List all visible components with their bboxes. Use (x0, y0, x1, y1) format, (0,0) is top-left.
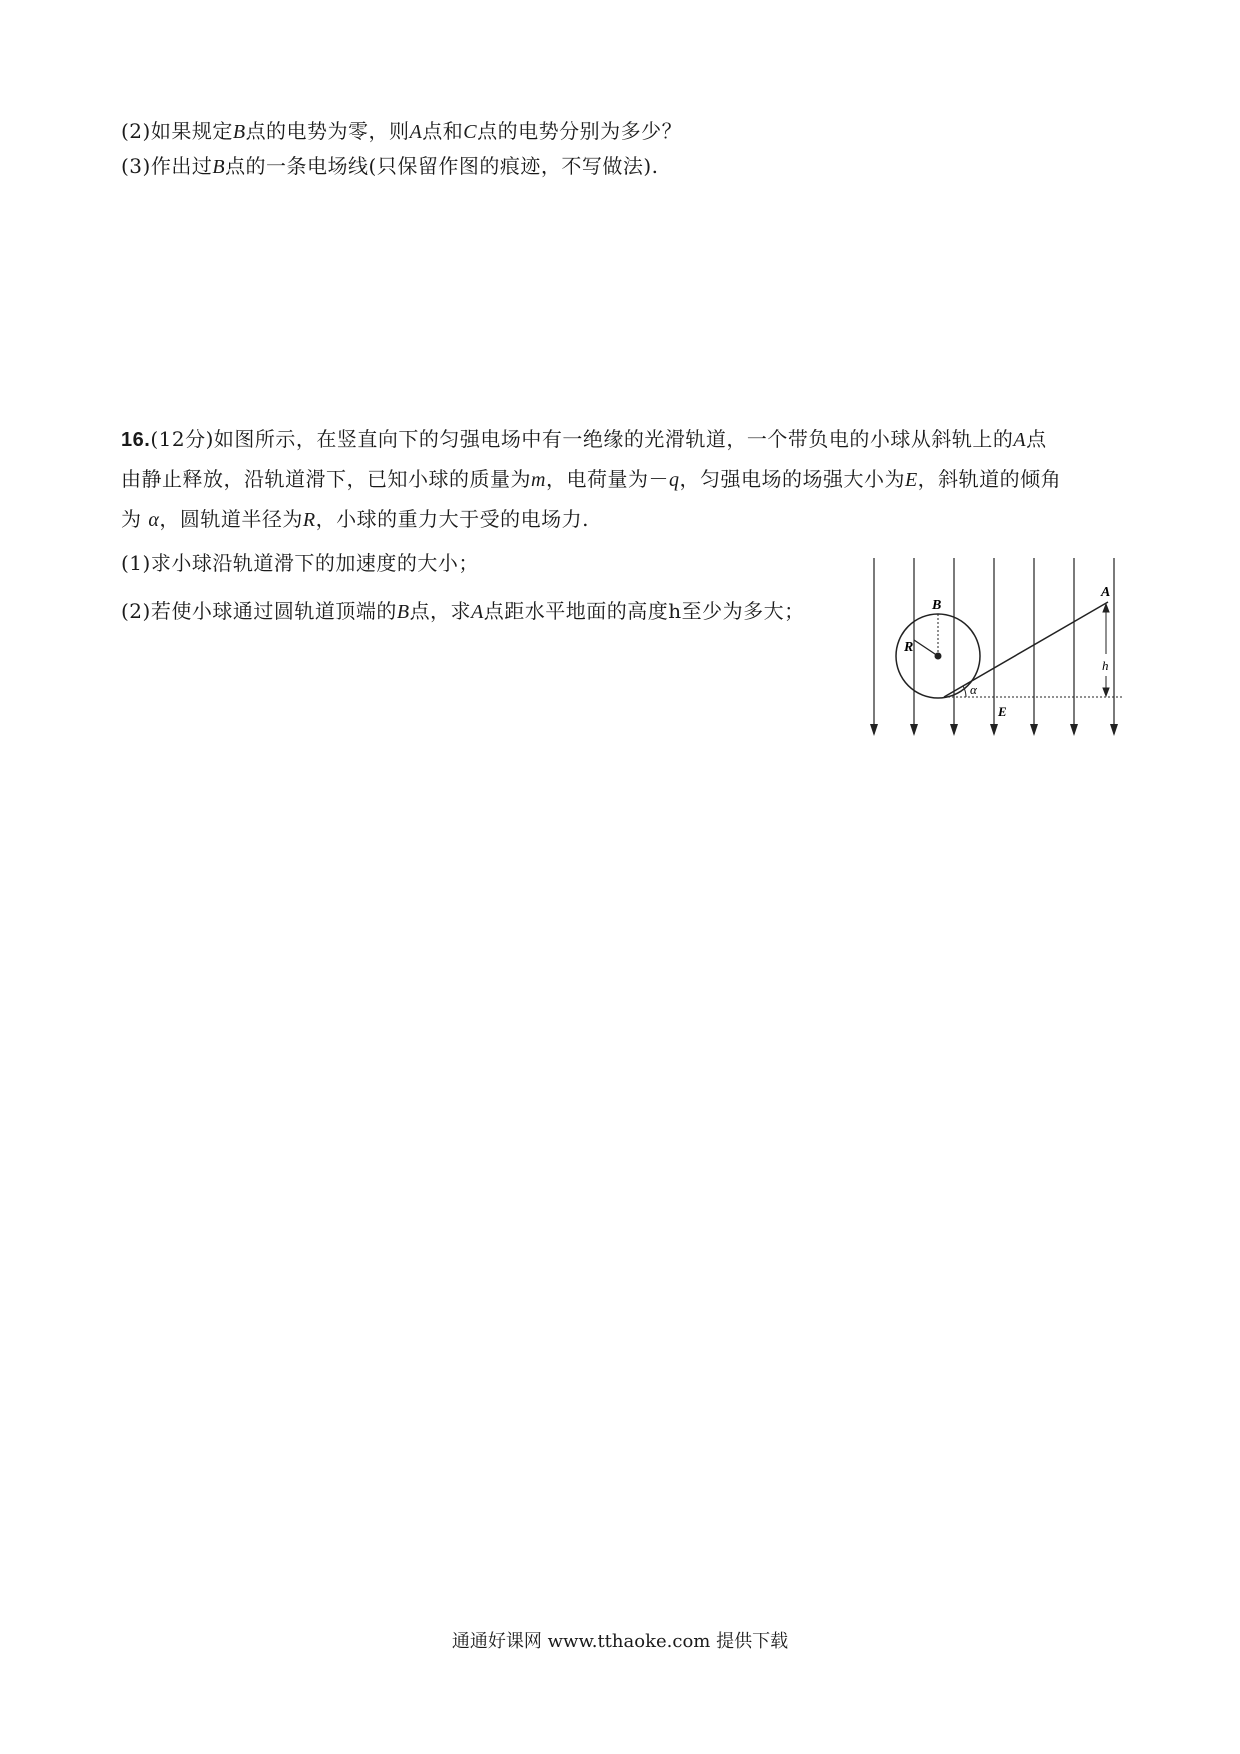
arrowhead (870, 724, 878, 736)
page-footer: 通通好课网 www.tthaoke.com 提供下载 (451, 1631, 789, 1652)
label-A: A (1101, 585, 1111, 600)
label-B: B (932, 598, 942, 613)
q16-line2: 由静止释放，沿轨道滑下，已知小球的质量为m，电荷量为－q，匀强电场的场强大小为E，斜轨道的倾角 (121, 467, 1062, 491)
q15-part2: (2)如果规定B点的电势为零，则A点和C点的电势分别为多少？ (121, 119, 683, 143)
label-alpha: α (970, 682, 977, 697)
radius-line (914, 640, 938, 656)
arrowhead (990, 724, 998, 736)
q15-part3: (3)作出过B点的一条电场线(只保留作图的痕迹，不写做法). (121, 154, 659, 178)
arrowhead (1070, 724, 1078, 736)
q16-part2: (2)若使小球通过圆轨道顶端的B点，求A点距水平地面的高度h至少为多大； (121, 599, 805, 623)
q16-line3: 为 α，圆轨道半径为R，小球的重力大于受的电场力. (121, 507, 589, 531)
label-h: h (1102, 658, 1109, 673)
q16-line1: 16.(12分)如图所示，在竖直向下的匀强电场中有一绝缘的光滑轨道，一个带负电的小球从斜轨上的A点 (121, 427, 1047, 451)
arrowhead (910, 724, 918, 736)
arrowhead (950, 724, 958, 736)
track-diagram (862, 556, 1132, 738)
height-arrow (1103, 604, 1109, 696)
field-arrowheads (870, 724, 1118, 736)
arrowhead (1030, 724, 1038, 736)
arrowhead (1110, 724, 1118, 736)
label-E: E (998, 704, 1007, 719)
question-number: 16. (121, 429, 151, 451)
label-R: R (904, 640, 914, 655)
inclined-track (944, 602, 1108, 697)
q16-part1: (1)求小球沿轨道滑下的加速度的大小； (121, 551, 479, 575)
